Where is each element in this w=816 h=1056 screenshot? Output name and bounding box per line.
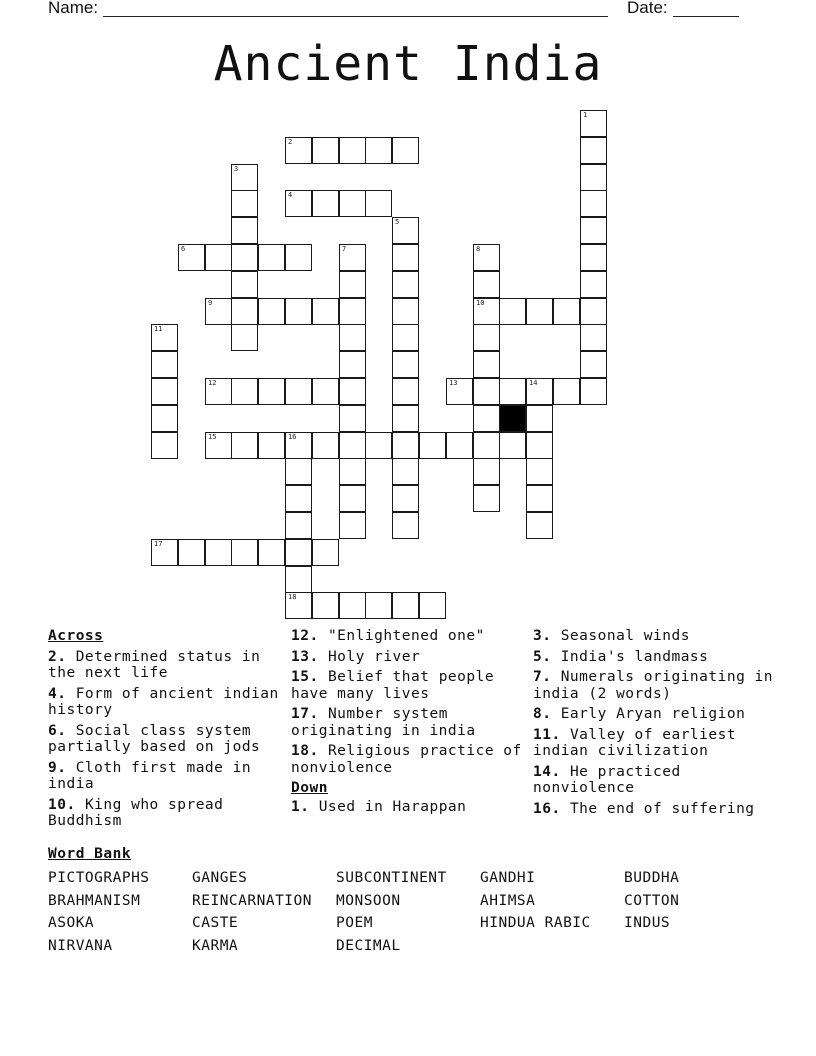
grid-cell[interactable] — [526, 485, 553, 512]
clue-number: 2. — [48, 648, 67, 665]
word-bank-word: SUBCONTINENT — [336, 870, 447, 886]
grid-cell[interactable] — [365, 137, 392, 164]
clue-text: India's landmass — [560, 648, 709, 665]
across-clue — [291, 706, 531, 739]
clue-number: 16. — [533, 800, 561, 817]
clue-number: 11. — [533, 726, 561, 743]
grid-cell[interactable] — [339, 432, 366, 459]
grid-cell[interactable] — [312, 298, 339, 325]
grid-cell[interactable] — [580, 351, 607, 378]
clue-text: Holy river — [327, 648, 421, 665]
grid-cell[interactable] — [499, 432, 526, 459]
grid-cell[interactable] — [473, 298, 500, 325]
grid-cell[interactable] — [285, 566, 312, 593]
grid-cell[interactable] — [231, 539, 258, 566]
cell-number: 8 — [476, 245, 481, 253]
grid-cell[interactable] — [365, 592, 392, 619]
word-bank-word: INDUS — [624, 915, 671, 932]
clue-text: The end of suffering — [569, 800, 755, 817]
grid-cell[interactable] — [205, 244, 232, 271]
across-clue — [291, 628, 531, 645]
down-clue — [533, 764, 773, 797]
clue-number: 1. — [291, 798, 310, 815]
grid-cell[interactable] — [473, 485, 500, 512]
grid-cell[interactable] — [392, 217, 419, 244]
grid-cell[interactable] — [580, 217, 607, 244]
grid-cell[interactable] — [231, 378, 258, 405]
grid-cell[interactable] — [339, 324, 366, 351]
grid-cell[interactable] — [205, 539, 232, 566]
grid-cell[interactable] — [231, 217, 258, 244]
grid-cell[interactable] — [473, 458, 500, 485]
grid-cell[interactable] — [392, 137, 419, 164]
grid-cell[interactable] — [258, 432, 285, 459]
clue-number: 7. — [533, 669, 552, 685]
across-clue — [291, 743, 531, 776]
clues-column-1 — [48, 628, 288, 834]
across-heading: Across — [48, 628, 104, 644]
clue-number: 12. — [291, 628, 319, 644]
clues-column-3 — [533, 628, 773, 821]
cell-number: 18 — [288, 593, 297, 601]
cell-number: 17 — [154, 540, 163, 548]
grid-cell[interactable] — [285, 378, 312, 405]
down-clue — [533, 669, 773, 702]
grid-cell[interactable] — [151, 324, 178, 351]
grid-cell[interactable] — [392, 298, 419, 325]
clue-text: Early Aryan religion — [560, 706, 746, 722]
grid-cell[interactable] — [339, 458, 366, 485]
word-bank-word: HINDUA RABIC — [480, 915, 591, 932]
word-bank-word: GANGES — [192, 870, 248, 886]
grid-cell[interactable] — [231, 244, 258, 271]
grid-cell[interactable] — [339, 190, 366, 217]
clue-text: Form of ancient indian history — [48, 685, 279, 718]
grid-cell[interactable] — [392, 405, 419, 432]
clue-number: 5. — [533, 648, 552, 665]
grid-cell[interactable] — [258, 244, 285, 271]
grid-cell[interactable] — [392, 244, 419, 271]
grid-cell[interactable] — [285, 485, 312, 512]
word-bank-word: AHIMSA — [480, 892, 536, 909]
page-title: Ancient India — [213, 36, 603, 92]
grid-cell[interactable] — [312, 137, 339, 164]
grid-cell[interactable] — [151, 539, 178, 566]
grid-cell[interactable] — [526, 405, 553, 432]
grid-cell[interactable] — [580, 164, 607, 191]
cell-number: 14 — [529, 379, 538, 387]
cell-number: 4 — [288, 191, 293, 199]
grid-cell[interactable] — [205, 378, 232, 405]
word-bank-word: CASTE — [192, 915, 239, 932]
clue-number: 10. — [48, 796, 76, 813]
clue-number: 9. — [48, 759, 67, 776]
cell-number: 6 — [181, 245, 186, 253]
grid-cell[interactable] — [178, 539, 205, 566]
grid-cell[interactable] — [258, 298, 285, 325]
word-bank-word: BRAHMANISM — [48, 892, 141, 909]
grid-cell[interactable] — [285, 190, 312, 217]
cell-number: 13 — [449, 379, 458, 387]
clue-text: Used in Harappan — [318, 798, 467, 815]
black-cell — [499, 405, 526, 432]
down-clue — [291, 799, 531, 816]
down-clue — [533, 801, 773, 818]
grid-cell[interactable] — [526, 512, 553, 539]
clues-column-2 — [291, 628, 531, 819]
cell-number: 7 — [342, 245, 347, 253]
cell-number: 12 — [208, 379, 217, 387]
clue-text: He practiced nonviolence — [533, 763, 681, 796]
down-clue — [533, 628, 773, 645]
grid-cell[interactable] — [151, 351, 178, 378]
cell-number: 2 — [288, 138, 293, 146]
word-bank-word: PICTOGRAPHS — [48, 870, 150, 886]
grid-cell[interactable] — [285, 592, 312, 619]
grid-cell[interactable] — [205, 298, 232, 325]
across-clue — [48, 686, 288, 719]
date-label: Date: — [627, 0, 668, 17]
grid-cell[interactable] — [339, 298, 366, 325]
clue-text: Valley of earliest indian civilization — [533, 726, 737, 759]
grid-cell[interactable] — [553, 378, 580, 405]
grid-cell[interactable] — [285, 298, 312, 325]
word-bank-word: GANDHI — [480, 870, 536, 886]
grid-cell[interactable] — [499, 378, 526, 405]
word-bank-word: BUDDHA — [624, 870, 680, 886]
clue-number: 4. — [48, 685, 67, 702]
grid-cell[interactable] — [285, 432, 312, 459]
grid-cell[interactable] — [392, 432, 419, 459]
grid-cell[interactable] — [178, 244, 205, 271]
word-bank-word: MONSOON — [336, 892, 401, 909]
clue-number: 14. — [533, 763, 561, 780]
word-bank-word: COTTON — [624, 892, 680, 909]
clue-text: Seasonal winds — [560, 628, 690, 644]
grid-cell[interactable] — [258, 539, 285, 566]
grid-cell[interactable] — [365, 190, 392, 217]
grid-cell[interactable] — [312, 539, 339, 566]
grid-cell[interactable] — [526, 378, 553, 405]
grid-cell[interactable] — [285, 137, 312, 164]
grid-cell[interactable] — [339, 351, 366, 378]
grid-cell[interactable] — [419, 592, 446, 619]
grid-cell[interactable] — [526, 432, 553, 459]
grid-cell[interactable] — [392, 512, 419, 539]
grid-cell[interactable] — [446, 432, 473, 459]
cell-number: 10 — [476, 299, 485, 307]
grid-cell[interactable] — [312, 592, 339, 619]
grid-cell[interactable] — [231, 164, 258, 191]
word-bank-word: ASOKA — [48, 915, 95, 932]
grid-cell[interactable] — [339, 512, 366, 539]
grid-cell[interactable] — [231, 432, 258, 459]
grid-cell[interactable] — [499, 298, 526, 325]
across-clue — [48, 760, 288, 793]
grid-cell[interactable] — [285, 458, 312, 485]
grid-cell[interactable] — [231, 298, 258, 325]
across-clue — [48, 649, 288, 682]
grid-cell[interactable] — [392, 324, 419, 351]
clue-number: 18. — [291, 743, 319, 759]
across-clue — [291, 669, 531, 702]
grid-cell[interactable] — [580, 271, 607, 298]
grid-cell[interactable] — [446, 378, 473, 405]
grid-cell[interactable] — [392, 351, 419, 378]
grid-cell[interactable] — [473, 378, 500, 405]
grid-cell[interactable] — [312, 190, 339, 217]
grid-cell[interactable] — [312, 378, 339, 405]
clue-number: 15. — [291, 669, 319, 685]
clue-number: 17. — [291, 706, 319, 722]
clue-text: Number system originating in india — [291, 706, 476, 739]
clue-text: Belief that people have many lives — [291, 669, 495, 702]
grid-cell[interactable] — [553, 298, 580, 325]
grid-cell[interactable] — [285, 539, 312, 566]
grid-cell[interactable] — [473, 244, 500, 271]
down-heading: Down — [291, 780, 328, 796]
grid-cell[interactable] — [339, 378, 366, 405]
clue-text: Determined status in the next life — [48, 648, 261, 681]
clue-text: Religious practice of nonviolence — [291, 743, 522, 776]
cell-number: 3 — [234, 165, 239, 173]
word-bank-word: NIRVANA — [48, 938, 113, 955]
grid-cell[interactable] — [151, 432, 178, 459]
cell-number: 11 — [154, 325, 163, 333]
grid-cell[interactable] — [580, 244, 607, 271]
grid-cell[interactable] — [339, 137, 366, 164]
grid-cell[interactable] — [526, 298, 553, 325]
grid-cell[interactable] — [205, 432, 232, 459]
grid-cell[interactable] — [231, 190, 258, 217]
grid-cell[interactable] — [473, 271, 500, 298]
grid-cell[interactable] — [339, 244, 366, 271]
clue-number: 3. — [533, 628, 552, 644]
grid-cell[interactable] — [392, 458, 419, 485]
grid-cell[interactable] — [580, 378, 607, 405]
grid-cell[interactable] — [580, 324, 607, 351]
word-bank-word: KARMA — [192, 938, 239, 955]
down-clue — [533, 706, 773, 723]
cell-number: 9 — [208, 299, 213, 307]
clue-text: Numerals originating in india (2 words) — [533, 669, 773, 702]
grid-cell[interactable] — [231, 271, 258, 298]
clue-number: 6. — [48, 722, 67, 739]
clue-number: 8. — [533, 706, 552, 722]
grid-cell[interactable] — [392, 592, 419, 619]
down-clue — [533, 649, 773, 666]
grid-cell[interactable] — [285, 512, 312, 539]
grid-cell[interactable] — [258, 378, 285, 405]
word-bank-heading: Word Bank — [48, 846, 132, 862]
clue-text: "Enlightened one" — [327, 628, 485, 644]
across-clue — [48, 797, 288, 830]
clue-text: Cloth first made in india — [48, 759, 252, 792]
grid-cell[interactable] — [392, 271, 419, 298]
grid-cell[interactable] — [231, 324, 258, 351]
grid-cell[interactable] — [339, 405, 366, 432]
clue-text: King who spread Buddhism — [48, 796, 224, 829]
grid-cell[interactable] — [473, 432, 500, 459]
grid-cell[interactable] — [473, 405, 500, 432]
grid-cell[interactable] — [151, 378, 178, 405]
across-clue — [48, 723, 288, 756]
name-label: Name: — [48, 0, 99, 17]
grid-cell[interactable] — [419, 432, 446, 459]
across-clue — [291, 649, 531, 666]
grid-cell[interactable] — [392, 485, 419, 512]
grid-cell[interactable] — [580, 137, 607, 164]
cell-number: 16 — [288, 433, 297, 441]
grid-cell[interactable] — [473, 351, 500, 378]
cell-number: 1 — [583, 111, 588, 119]
clue-number: 13. — [291, 648, 319, 665]
word-bank-word: REINCARNATION — [192, 892, 312, 909]
word-bank-word: POEM — [336, 915, 373, 932]
grid-cell[interactable] — [365, 432, 392, 459]
grid-cell[interactable] — [392, 378, 419, 405]
grid-cell[interactable] — [312, 432, 339, 459]
grid-cell[interactable] — [580, 110, 607, 137]
grid-cell[interactable] — [151, 405, 178, 432]
grid-cell[interactable] — [580, 190, 607, 217]
cell-number: 15 — [208, 433, 217, 441]
grid-cell[interactable] — [339, 592, 366, 619]
grid-cell[interactable] — [285, 244, 312, 271]
grid-cell[interactable] — [580, 298, 607, 325]
word-bank-word: DECIMAL — [336, 938, 401, 955]
cell-number: 5 — [395, 218, 400, 226]
down-clue — [533, 727, 773, 760]
clue-text: Social class system partially based on jods — [48, 722, 261, 755]
grid-cell[interactable] — [339, 485, 366, 512]
grid-cell[interactable] — [526, 458, 553, 485]
grid-cell[interactable] — [339, 271, 366, 298]
grid-cell[interactable] — [473, 324, 500, 351]
